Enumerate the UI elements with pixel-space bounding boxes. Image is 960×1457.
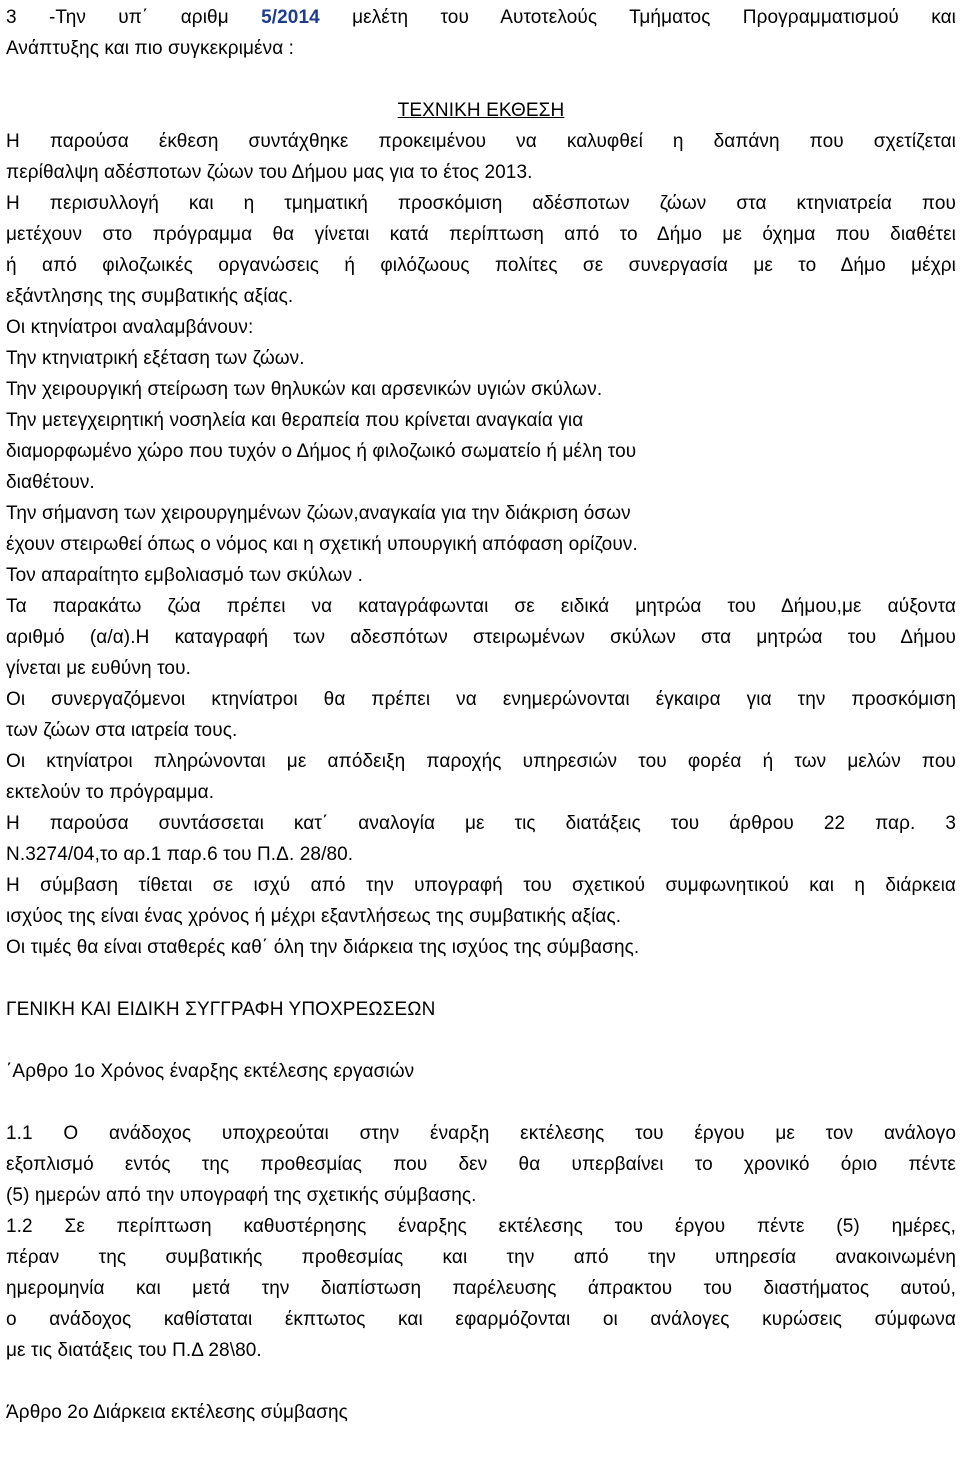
body-line: Η παρούσα συντάσσεται κατ΄ αναλογία με τις διατάξεις του άρθρου 22 παρ. 3 xyxy=(6,813,956,834)
spacer xyxy=(6,1025,956,1056)
spacer xyxy=(6,963,956,994)
body-line: Η περισυλλογή και η τμηματική προσκόμιση αδέσποτων ζώων στα κτηνιατρεία που xyxy=(6,193,956,214)
intro-line-1 xyxy=(6,2,956,33)
study-number-ref: 5/2014 xyxy=(261,7,320,28)
article-1-heading: ΄Αρθρο 1ο Χρόνος έναρξης εκτέλεσης εργασιών xyxy=(6,1061,415,1082)
body-line: Η παρούσα έκθεση συντάχθηκε προκειμένου να καλυφθεί η δαπάνη που σχετίζεται xyxy=(6,131,956,152)
document-title-text: ΤΕΧΝΙΚΗ ΕΚΘΕΣΗ xyxy=(397,100,565,121)
article-line: ο ανάδοχος καθίσταται έκπτωτος και εφαρμόζονται οι ανάλογες κυρώσεις σύμφωνα xyxy=(6,1309,956,1330)
body-line: Την κτηνιατρική εξέταση των ζώων. xyxy=(6,348,305,369)
body-line: Ν.3274/04,το αρ.1 παρ.6 του Π.Δ. 28/80. xyxy=(6,844,354,865)
body-line: Τα παρακάτω ζώα πρέπει να καταγράφωνται σε ειδικά μητρώα του Δήμου,με αύξοντα xyxy=(6,596,956,617)
document-title xyxy=(6,95,956,126)
body-line: Την μετεγχειρητική νοσηλεία και θεραπεία που κρίνεται αναγκαία για xyxy=(6,410,584,431)
intro-line-2: Ανάπτυξης και πιο συγκεκριμένα : xyxy=(6,38,295,59)
body-text xyxy=(6,126,956,963)
body-line: Τον απαραίτητο εμβολιασμό των σκύλων . xyxy=(6,565,363,586)
body-line: γίνεται με ευθύνη του. xyxy=(6,658,191,679)
body-line: μετέχουν στο πρόγραμμα θα γίνεται κατά περίπτωση από το Δήμο με όχημα που διαθέτει xyxy=(6,224,956,245)
article-line: ημερομηνία και μετά την διαπίστωση παρέλευσης άπρακτου του διαστήματος αυτού, xyxy=(6,1278,956,1299)
body-line: εξάντλησης της συμβατικής αξίας. xyxy=(6,286,294,307)
article-1-body xyxy=(6,1118,956,1366)
body-line: ισχύος της είναι ένας χρόνος ή μέχρι εξαντλήσεως της συμβατικής αξίας. xyxy=(6,906,622,927)
article-line: με τις διατάξεις του Π.Δ 28\80. xyxy=(6,1340,262,1361)
article-2-heading: Άρθρο 2ο Διάρκεια εκτέλεσης σύμβασης xyxy=(6,1402,348,1423)
intro-suffix: μελέτη του Αυτοτελούς Τμήματος Προγραμματισμού και xyxy=(319,7,956,28)
body-line: Οι συνεργαζόμενοι κτηνίατροι θα πρέπει να ενημερώνονται έγκαιρα για την προσκόμιση xyxy=(6,689,956,710)
body-line: Οι τιμές θα είναι σταθερές καθ΄ όλη την διάρκεια της ισχύος της σύμβασης. xyxy=(6,937,640,958)
body-line: ή από φιλοζωικές οργανώσεις ή φιλόζωους πολίτες σε συνεργασία με το Δήμο μέχρι xyxy=(6,255,956,276)
section-heading: ΓΕΝΙΚΗ ΚΑΙ ΕΙΔΙΚΗ ΣΥΓΓΡΑΦΗ ΥΠΟΧΡΕΩΣΕΩΝ xyxy=(6,999,436,1020)
body-line: αριθμό (α/α).Η καταγραφή των αδεσπότων στειρωμένων σκύλων στα μητρώα του Δήμου xyxy=(6,627,956,648)
spacer xyxy=(6,1087,956,1118)
document-page xyxy=(6,2,956,1428)
spacer xyxy=(6,1366,956,1397)
article-line: 1.1 Ο ανάδοχος υποχρεούται στην έναρξη εκτέλεσης του έργου με τον ανάλογο xyxy=(6,1123,956,1144)
intro-prefix: 3 -Την υπ΄ αριθμ xyxy=(6,7,262,28)
body-line: διαθέτουν. xyxy=(6,472,95,493)
body-line: περίθαλψη αδέσποτων ζώων του Δήμου μας για το έτος 2013. xyxy=(6,162,533,183)
body-line: Η σύμβαση τίθεται σε ισχύ από την υπογραφή του σχετικού συμφωνητικού και η διάρκεια xyxy=(6,875,956,896)
body-line: εκτελούν το πρόγραμμα. xyxy=(6,782,215,803)
body-line: Οι κτηνίατροι πληρώνονται με απόδειξη παροχής υπηρεσιών του φορέα ή των μελών που xyxy=(6,751,956,772)
body-line: Την χειρουργική στείρωση των θηλυκών και αρσενικών υγιών σκύλων. xyxy=(6,379,603,400)
spacer xyxy=(6,64,956,95)
body-line: Την σήμανση των χειρουργημένων ζώων,αναγκαία για την διάκριση όσων xyxy=(6,503,631,524)
body-line: Οι κτηνίατροι αναλαμβάνουν: xyxy=(6,317,254,338)
body-line: έχουν στειρωθεί όπως ο νόμος και η σχετική υπουργική απόφαση ορίζουν. xyxy=(6,534,638,555)
article-line: πέραν της συμβατικής προθεσμίας και την από την υπηρεσία ανακοινωμένη xyxy=(6,1247,956,1268)
body-line: των ζώων στα ιατρεία τους. xyxy=(6,720,238,741)
article-line: (5) ημερών από την υπογραφή της σχετικής σύμβασης. xyxy=(6,1185,477,1206)
article-line: εξοπλισμό εντός της προθεσμίας που δεν θα υπερβαίνει το χρονικό όριο πέντε xyxy=(6,1154,956,1175)
body-line: διαμορφωμένο χώρο που τυχόν ο Δήμος ή φιλοζωικό σωματείο ή μέλη του xyxy=(6,441,637,462)
article-line: 1.2 Σε περίπτωση καθυστέρησης έναρξης εκτέλεσης του έργου πέντε (5) ημέρες, xyxy=(6,1216,956,1237)
